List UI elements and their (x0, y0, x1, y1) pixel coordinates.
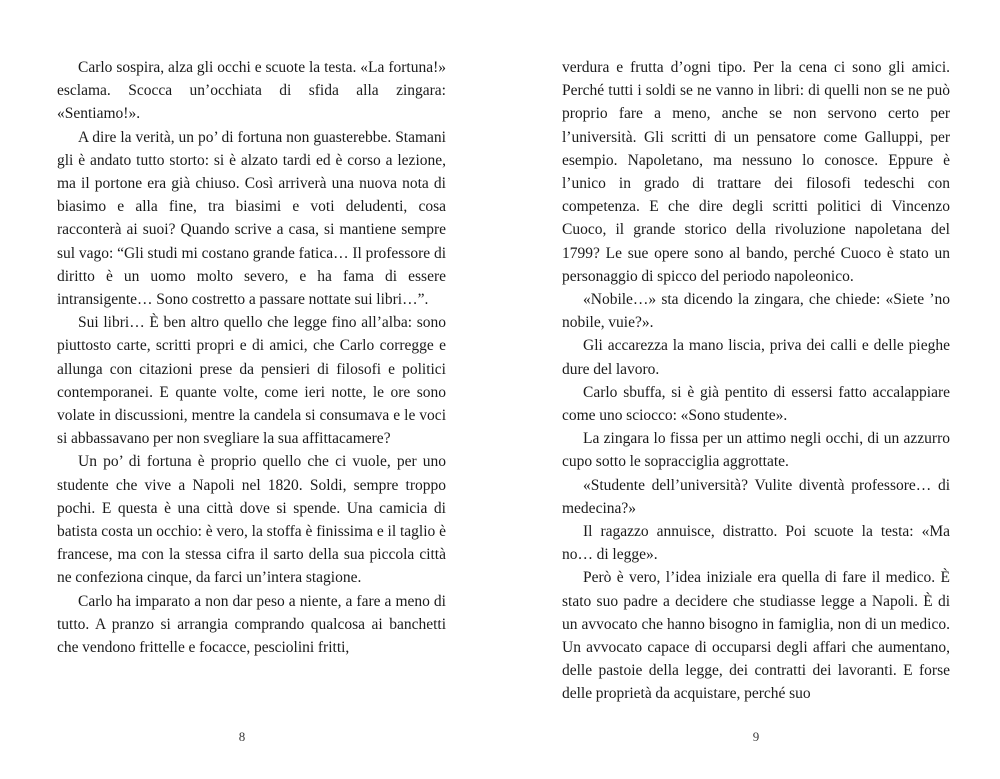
paragraph: La zingara lo fissa per un attimo negli occhi, di un azzurro cupo sotto le sopracciglia aggrottate. (562, 430, 950, 471)
paragraph: Gli accarezza la mano liscia, priva dei calli e delle pieghe dure del lavoro. (562, 337, 950, 378)
paragraph: «Studente dell’università? Vulite diventà professore… di medecina?» (562, 476, 950, 517)
page-text-column-left (57, 56, 446, 708)
paragraph: Però è vero, l’idea iniziale era quella di fare il medico. È stato suo padre a decidere che studiasse legge a Napoli. È di un avvocato che hanno bisogno in famiglia, non di un medico. Un avvocato capace di occuparsi degli affari che aumentano, delle pastoie della legge, dei contratti dei lavoranti. E forse delle proprietà da acquistare, perché suo (562, 569, 950, 703)
paragraph: Sui libri… È ben altro quello che legge fino all’alba: sono piuttosto carte, scritti propri e di amici, che Carlo corregge e allunga con citazioni prese da pensieri di filosofi e politici contemporanei. E quante volte, come ieri notte, le ore sono volate in discussioni, mentre la candela si consumava e le voci si abbassavano per non svegliare la sua affittacamere? (57, 314, 446, 448)
page-number-left: 8 (238, 729, 246, 744)
paragraph: Carlo sbuffa, si è già pentito di essersi fatto accalappiare come uno sciocco: «Sono studente». (562, 383, 950, 425)
paragraph: Un po’ di fortuna è proprio quello che ci vuole, per uno studente che vive a Napoli nel 1820. Soldi, sempre troppo pochi. E questa è una città dove si spende. Una camicia di batista costa un occhio: è vero, la stoffa è finissima e il taglio è francese, ma con la stessa cifra il sarto della sua piccola città ne confeziona cinque, da farci un’intera stagione. (57, 453, 446, 587)
paragraph: «Nobile…» sta dicendo la zingara, che chiede: «Siete ’no nobile, vuie?». (562, 291, 950, 332)
paragraph: A dire la verità, un po’ di fortuna non guasterebbe. Stamani gli è andato tutto storto: si è alzato tardi ed è corso a lezione, ma il portone era già chiuso. Così arriverà una nuova nota di biasimo e alla fine, tra biasimi e voti deludenti, cosa racconterà ai suoi? Quando scrive a casa, si mantiene sempre sul vago: “Gli studi mi costano grande fatica… Il professore di diritto è un uomo molto severo, e ha fama di essere intransigente… Sono costretto a passare nottate sui libri…”. (57, 128, 446, 309)
paragraph: Carlo sospira, alza gli occhi e scuote la testa. «La fortuna!» esclama. Scocca un’occhiata di sfida alla zingara: «Sentiamo!». (57, 59, 446, 123)
page-number-right: 9 (752, 729, 760, 744)
page-text-column-right (562, 56, 950, 708)
paragraph: Carlo ha imparato a non dar peso a niente, a fare a meno di tutto. A pranzo si arrangia comprando qualcosa ai banchetti che vendono frittelle e focacce, pesciolini fritti, (57, 592, 446, 657)
paragraph: verdura e frutta d’ogni tipo. Per la cena ci sono gli amici. Perché tutti i soldi se ne vanno in libri: di quelli non se ne può proprio fare a meno, anche se non servono certo per l’università. Gli scritti di un pensatore come Galluppi, per esempio. Napoletano, ma nessuno lo conosce. Eppure è l’unico in grado di trattare dei filosofi tedeschi con competenza. E che dire degli scritti politici di Vincenzo Cuoco, il grande storico della rivoluzione napoletana del 1799? Le sue opere sono al bando, perché Cuoco è stato un personaggio di spicco del periodo napoleonico. (562, 59, 950, 285)
paragraph: Il ragazzo annuisce, distratto. Poi scuote la testa: «Ma no… di legge». (562, 523, 950, 564)
